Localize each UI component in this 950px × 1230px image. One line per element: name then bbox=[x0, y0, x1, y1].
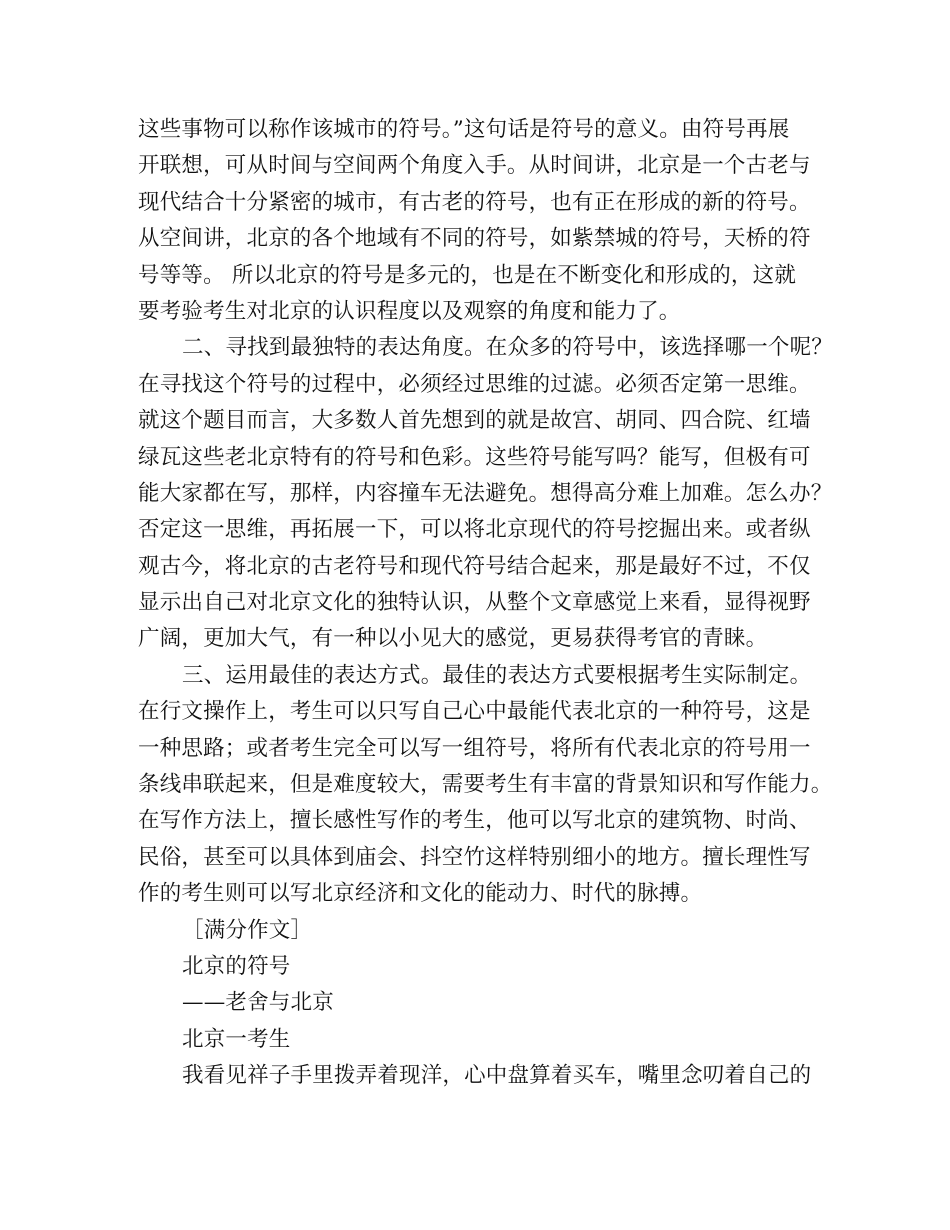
text-line: 就这个题目而言，大多数人首先想到的就是故宫、胡同、四合院、红墙 bbox=[138, 408, 811, 434]
essay-first-line: 我看见祥子手里拨弄着现洋，心中盘算着买车，嘴里念叨着自己的 bbox=[182, 1063, 812, 1089]
text-line: 作的考生则可以写北京经济和文化的能动力、时代的脉搏。 bbox=[138, 881, 703, 907]
text-line: 观古今，将北京的古老符号和现代符号结合起来，那是最好不过，不仅 bbox=[138, 553, 811, 579]
text-line: 显示出自己对北京文化的独特认识，从整个文章感觉上来看，显得视野 bbox=[138, 590, 811, 616]
text-line: 在行文操作上，考生可以只写自己心中最能代表北京的一种符号，这是 bbox=[138, 699, 811, 725]
text-line: 现代结合十分紧密的城市，有古老的符号，也有正在形成的新的符号。 bbox=[138, 189, 811, 215]
text-line: 民俗，甚至可以具体到庙会、抖空竹这样特别细小的地方。擅长理性写 bbox=[138, 844, 811, 870]
text-line: 从空间讲，北京的各个地域有不同的符号，如紫禁城的符号，天桥的符 bbox=[138, 226, 811, 252]
text-line: 一种思路；或者考生完全可以写一组符号，将所有代表北京的符号用一 bbox=[138, 735, 811, 761]
text-line: 条线串联起来，但是难度较大，需要考生有丰富的背景知识和写作能力。 bbox=[138, 772, 833, 798]
section-heading-line: 二、寻找到最独特的表达角度。在众多的符号中，该选择哪一个呢？ bbox=[182, 335, 834, 361]
text-line: 开联想，可从时间与空间两个角度入手。从时间讲，北京是一个古老与 bbox=[138, 153, 811, 179]
text-line: 绿瓦这些老北京特有的符号和色彩。这些符号能写吗？能写，但极有可 bbox=[138, 444, 811, 470]
text-line: 否定这一思维，再拓展一下，可以将北京现代的符号挖掘出来。或者纵 bbox=[138, 517, 811, 543]
text-line: 这些事物可以称作该城市的符号。”这句话是符号的意义。由符号再展 bbox=[138, 117, 790, 142]
section-heading-line: 三、运用最佳的表达方式。最佳的表达方式要根据考生实际制定。 bbox=[182, 662, 812, 688]
body-text bbox=[138, 112, 838, 1095]
essay-title: 北京的符号 bbox=[182, 953, 291, 979]
essay-subtitle: ——老舍与北京 bbox=[182, 990, 334, 1016]
essay-label: ［满分作文］ bbox=[182, 917, 313, 943]
text-line: 广阔，更加大气，有一种以小见大的感觉，更易获得考官的青睐。 bbox=[138, 626, 768, 652]
essay-author: 北京一考生 bbox=[182, 1026, 291, 1052]
text-line: 在寻找这个符号的过程中，必须经过思维的过滤。必须否定第一思维。 bbox=[138, 371, 811, 397]
text-line: 能大家都在写，那样，内容撞车无法避免。想得高分难上加难。怎么办？ bbox=[138, 480, 833, 506]
text-line: 号等等。 所以北京的符号是多元的，也是在不断变化和形成的，这就 bbox=[138, 262, 797, 288]
text-line: 在写作方法上，擅长感性写作的考生，他可以写北京的建筑物、时尚、 bbox=[138, 808, 811, 834]
text-line: 要考验考生对北京的认识程度以及观察的角度和能力了。 bbox=[138, 298, 681, 324]
